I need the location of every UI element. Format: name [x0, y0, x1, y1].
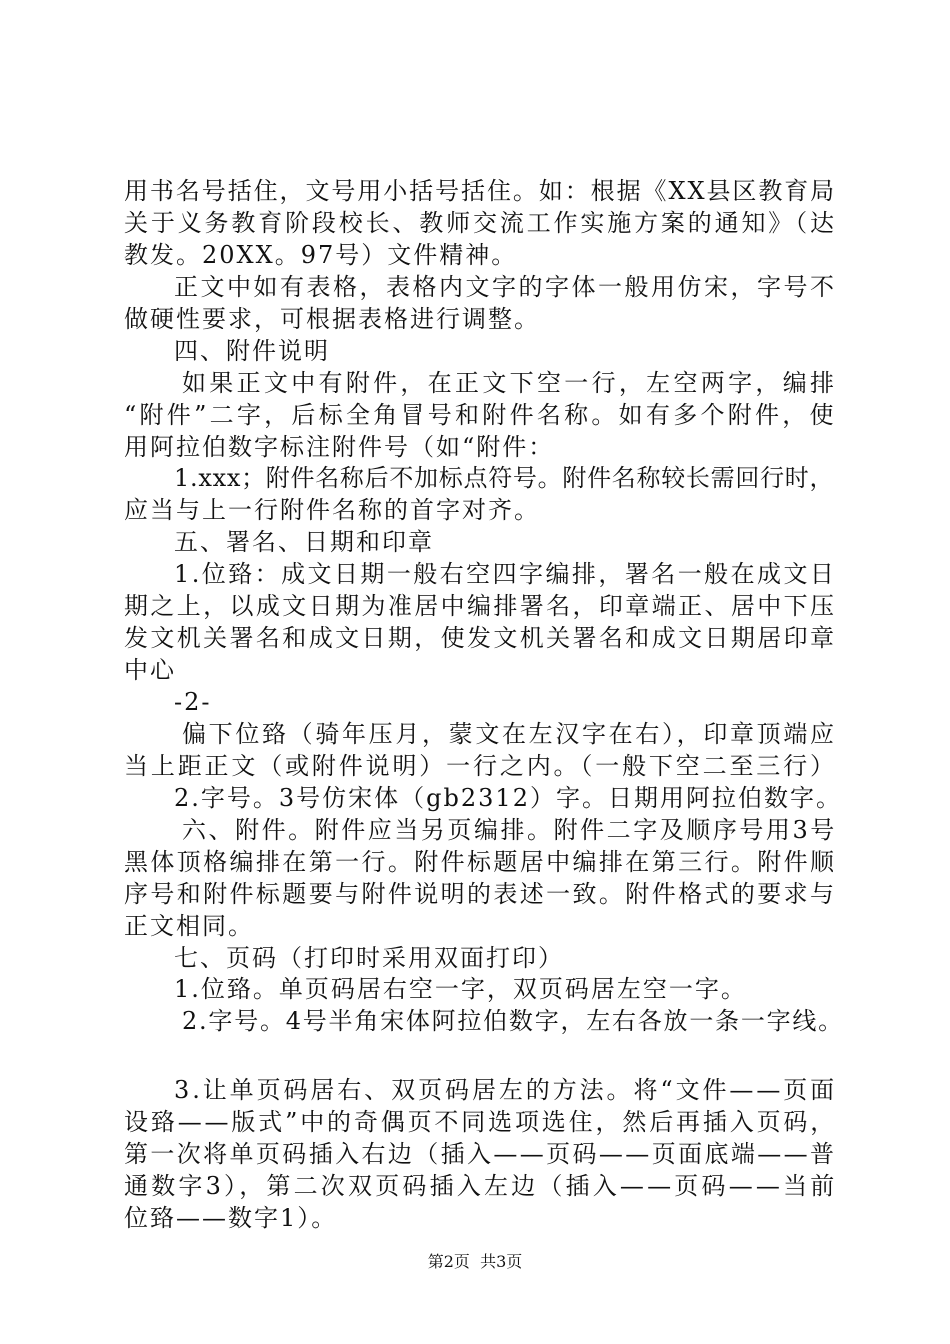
text-line: 黑体顶格编排在第一行。附件标题居中编排在第三行。附件顺 — [124, 847, 837, 876]
text-line: “附件”二字，后标全角冒号和附件名称。如有多个附件，使 — [124, 400, 837, 429]
text-line: 2.字号。4号半角宋体阿拉伯数字，左右各放一条一字线。 — [182, 1007, 844, 1036]
section-heading: 六、附件。附件应当另页编排。附件二字及顺序号用3号 — [182, 815, 837, 844]
text-line: 偏下位臵（骑年压月，蒙文在左汉字在右），印章顶端应 — [182, 719, 837, 748]
page-footer: 第2页 共3页 — [427, 1252, 523, 1271]
text-line: 用书名号括住，文号用小括号括住。如：根据《XX县区教育局 — [124, 177, 837, 205]
text-line: 如果正文中有附件，在正文下空一行，左空两字，编排 — [182, 368, 838, 397]
text-line: 第一次将单页码插入右边（插入——页码——页面底端——普 — [124, 1139, 837, 1168]
text-line: 序号和附件标题要与附件说明的表述一致。附件格式的要求与 — [124, 879, 837, 908]
text-line: 1.位臵。单页码居右空一字，双页码居左空一字。 — [174, 975, 747, 1004]
text-line: 正文相同。 — [124, 911, 254, 940]
text-line: 2.字号。3号仿宋体（gb2312）字。日期用阿拉伯数字。 — [174, 783, 842, 812]
text-line: 做硬性要求，可根据表格进行调整。 — [124, 304, 540, 333]
text-line: 发文机关署名和成文日期，使发文机关署名和成文日期居印章 — [124, 624, 837, 653]
text-line: 用阿拉伯数字标注附件号（如“附件： — [124, 432, 555, 461]
text-line: 1.位臵：成文日期一般右空四字编排，署名一般在成文日 — [174, 560, 837, 589]
inline-page-number: -2- — [174, 688, 212, 717]
text-line: 应当与上一行附件名称的首字对齐。 — [124, 496, 540, 525]
text-line: 期之上，以成文日期为准居中编排署名，印章端正、居中下压 — [124, 592, 837, 621]
section-heading: 七、页码（打印时采用双面打印） — [174, 943, 564, 972]
text-line: 中心 — [124, 656, 176, 685]
section-heading: 五、署名、日期和印章 — [174, 528, 434, 557]
text-line: 通数字3），第二次双页码插入左边（插入——页码——当前 — [124, 1171, 838, 1200]
text-line: 当上距正文（或附件说明）一行之内。（一般下空二至三行） — [124, 751, 837, 780]
text-line: 正文中如有表格，表格内文字的字体一般用仿宋，字号不 — [174, 272, 837, 301]
text-line: 1.xxx；附件名称后不加标点符号。附件名称较长需回行时， — [174, 464, 835, 493]
text-line: 关于义务教育阶段校长、教师交流工作实施方案的通知》（达 — [124, 208, 837, 237]
text-line: 教发。20XX。97号）文件精神。 — [124, 240, 518, 269]
text-line: 位臵——数字1）。 — [124, 1203, 338, 1232]
text-line: 3.让单页码居右、双页码居左的方法。将“文件——页面 — [174, 1075, 838, 1104]
section-heading: 四、附件说明 — [174, 336, 330, 365]
text-line: 设臵——版式”中的奇偶页不同选项选住，然后再插入页码， — [124, 1107, 838, 1136]
